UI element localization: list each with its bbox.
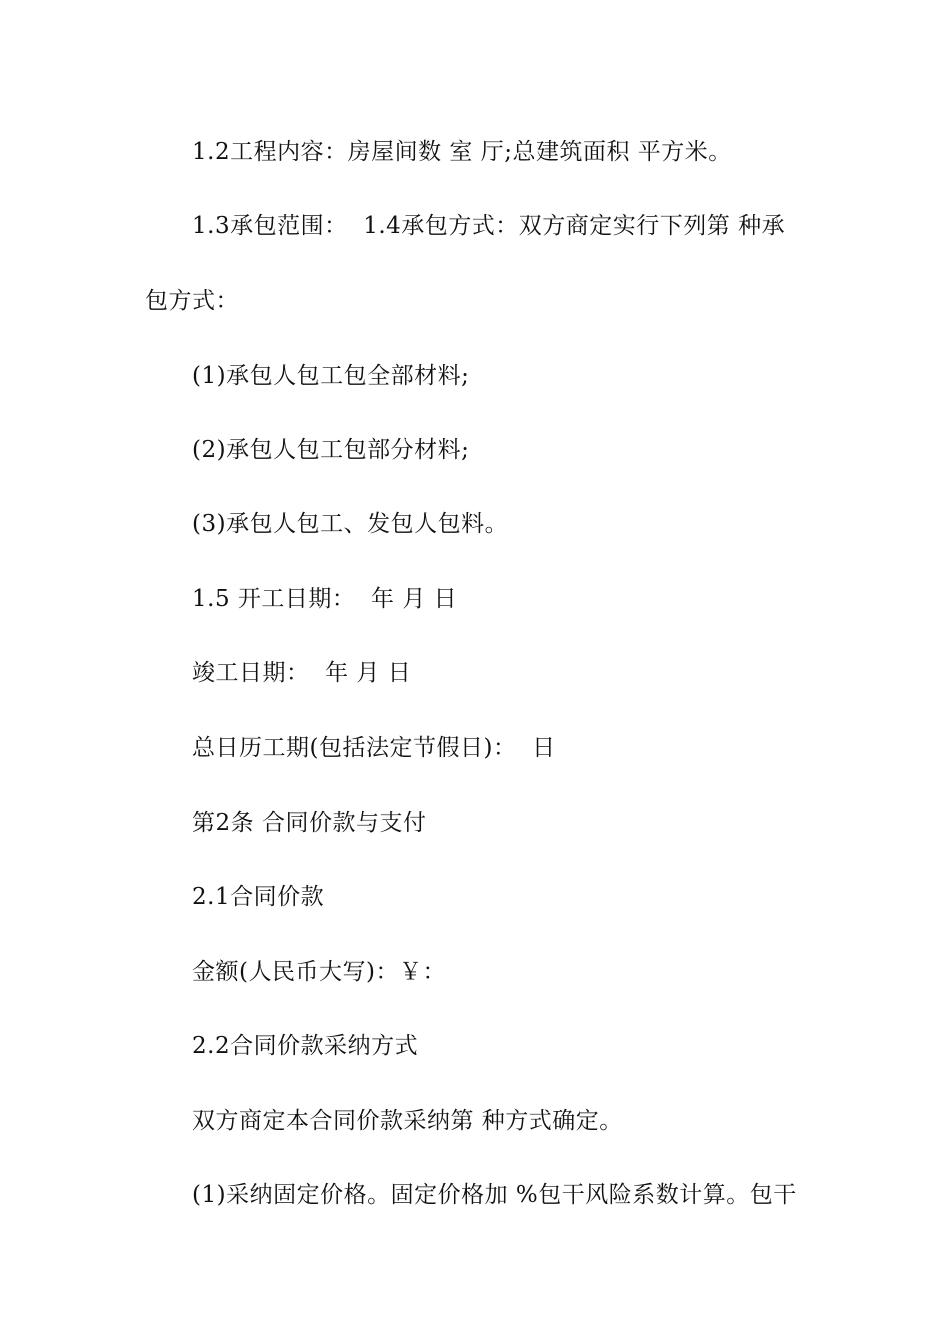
clause-1-2-project-content: 1.2工程内容：房屋间数 室 厅;总建筑面积 平方米。: [192, 139, 732, 165]
price-method-selection: 双方商定本合同价款采纳第 种方式确定。: [192, 1108, 623, 1134]
total-calendar-duration: 总日历工期(包括法定节假日)： 日: [192, 735, 556, 761]
clause-2-2-price-method: 2.2合同价款采纳方式: [192, 1033, 419, 1059]
clause-1-4-continuation: 包方式：: [145, 288, 239, 314]
completion-date: 竣工日期： 年 月 日: [192, 660, 412, 686]
clause-1-3-contract-scope: 1.3承包范围： 1.4承包方式：双方商定实行下列第 种承: [192, 213, 786, 239]
clause-1-5-start-date: 1.5 开工日期： 年 月 日: [192, 586, 458, 612]
option-1-fixed-price: (1)采纳固定价格。固定价格加 %包干风险系数计算。包干: [192, 1182, 797, 1208]
option-2-partial-materials: (2)承包人包工包部分材料;: [192, 437, 470, 463]
option-3-labor-only: (3)承包人包工、发包人包料。: [192, 511, 509, 537]
clause-2-1-contract-price: 2.1合同价款: [192, 884, 325, 910]
amount-rmb: 金额(人民币大写)：￥：: [192, 959, 446, 985]
option-1-all-materials: (1)承包人包工包全部材料;: [192, 363, 470, 389]
article-2-heading: 第2条 合同价款与支付: [192, 810, 427, 836]
